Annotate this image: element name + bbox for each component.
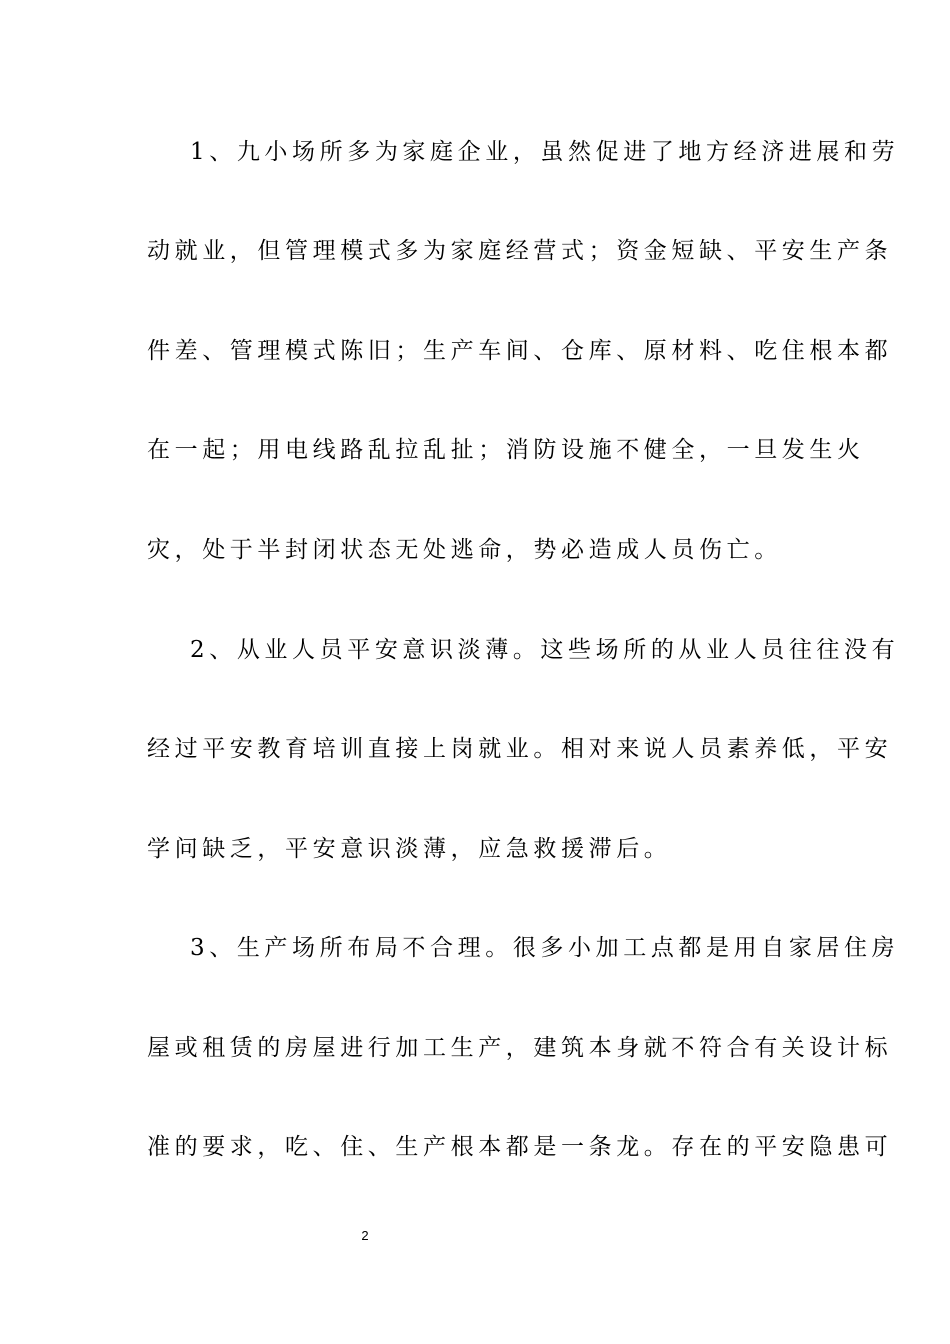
paragraph-1-line-1: 1、九小场所多为家庭企业，虽然促进了地方经济进展和劳 [190, 139, 900, 165]
paragraph-2-line-3: 学问缺乏，平安意识淡薄，应急救援滞后。 [147, 836, 672, 862]
page-number: 2 [361, 1228, 369, 1243]
paragraph-1-line-4: 在一起；用电线路乱拉乱扯；消防设施不健全，一旦发生火 [147, 437, 865, 463]
paragraph-3-line-1: 3、生产场所布局不合理。很多小加工点都是用自家居住房 [190, 935, 900, 961]
paragraph-1-line-3: 件差、管理模式陈旧；生产车间、仓库、原材料、吃住根本都 [147, 338, 893, 364]
paragraph-1-line-2: 动就业，但管理模式多为家庭经营式；资金短缺、平安生产条 [147, 238, 893, 264]
paragraph-1-line-5: 灾，处于半封闭状态无处逃命，势必造成人员伤亡。 [147, 537, 782, 563]
paragraph-2-line-1: 2、从业人员平安意识淡薄。这些场所的从业人员往往没有 [190, 637, 900, 663]
paragraph-3-line-2: 屋或租赁的房屋进行加工生产，建筑本身就不符合有关设计标 [147, 1035, 893, 1061]
paragraph-3-line-3: 准的要求，吃、住、生产根本都是一条龙。存在的平安隐患可 [147, 1134, 893, 1160]
paragraph-2-line-2: 经过平安教育培训直接上岗就业。相对来说人员素养低，平安 [147, 736, 893, 762]
